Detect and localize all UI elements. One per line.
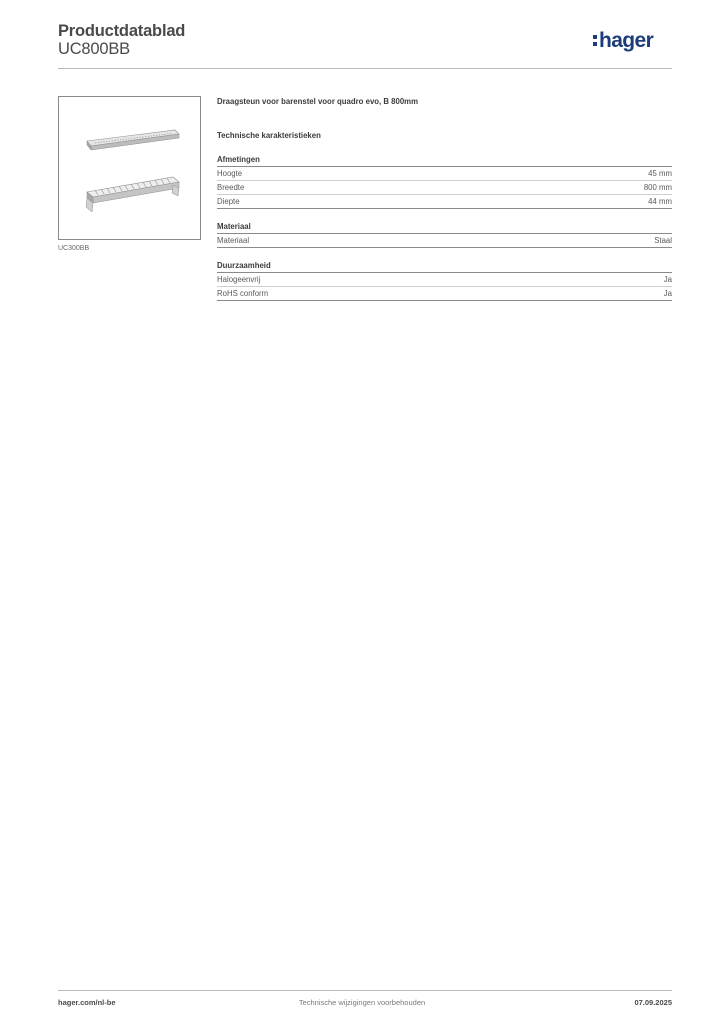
- spec-row: [217, 167, 672, 181]
- spec-value: 800 mm: [643, 183, 672, 192]
- spec-row: [217, 287, 672, 301]
- spec-value: Ja: [663, 275, 672, 284]
- spec-value: Staal: [654, 236, 672, 245]
- footer-divider: [58, 990, 672, 991]
- product-code: UC800BB: [58, 40, 130, 58]
- footer-date: 07.09.2025: [634, 998, 672, 1007]
- spec-value: Ja: [663, 289, 672, 298]
- product-image: [58, 96, 201, 240]
- footer-website-link[interactable]: hager.com/nl-be: [58, 998, 116, 1007]
- spec-row: [217, 181, 672, 195]
- spec-group-title: Duurzaamheid: [217, 260, 672, 273]
- spec-row: [217, 273, 672, 287]
- specs-heading: Technische karakteristieken: [217, 131, 321, 140]
- product-details: [217, 96, 672, 301]
- spec-value: 44 mm: [648, 197, 672, 206]
- spec-group-title: Materiaal: [217, 221, 672, 234]
- footer-disclaimer: Technische wijzigingen voorbehouden: [298, 998, 426, 1007]
- image-caption: UC300BB: [58, 245, 90, 252]
- busbar-support-illustration: [59, 97, 202, 241]
- spec-label: RoHS conform: [217, 289, 269, 298]
- spec-group-duurzaamheid: [217, 260, 672, 301]
- spec-label: Diepte: [217, 197, 240, 206]
- product-description: Draagsteun voor barenstel voor quadro evo, B 800mm: [217, 97, 419, 106]
- spec-value: 45 mm: [648, 169, 672, 178]
- page-title: Productdatablad: [58, 22, 186, 40]
- hager-logo: [592, 28, 672, 56]
- spec-label: Breedte: [217, 183, 245, 192]
- spec-group-afmetingen: [217, 154, 672, 209]
- svg-text:hager: hager: [599, 29, 654, 52]
- spec-row: [217, 195, 672, 209]
- spec-label: Halogeenvrij: [217, 275, 261, 284]
- spec-group-materiaal: [217, 221, 672, 248]
- spec-label: Materiaal: [217, 236, 250, 245]
- header-divider: [58, 68, 672, 69]
- spec-row: [217, 234, 672, 248]
- spec-label: Hoogte: [217, 169, 243, 178]
- spec-group-title: Afmetingen: [217, 154, 672, 167]
